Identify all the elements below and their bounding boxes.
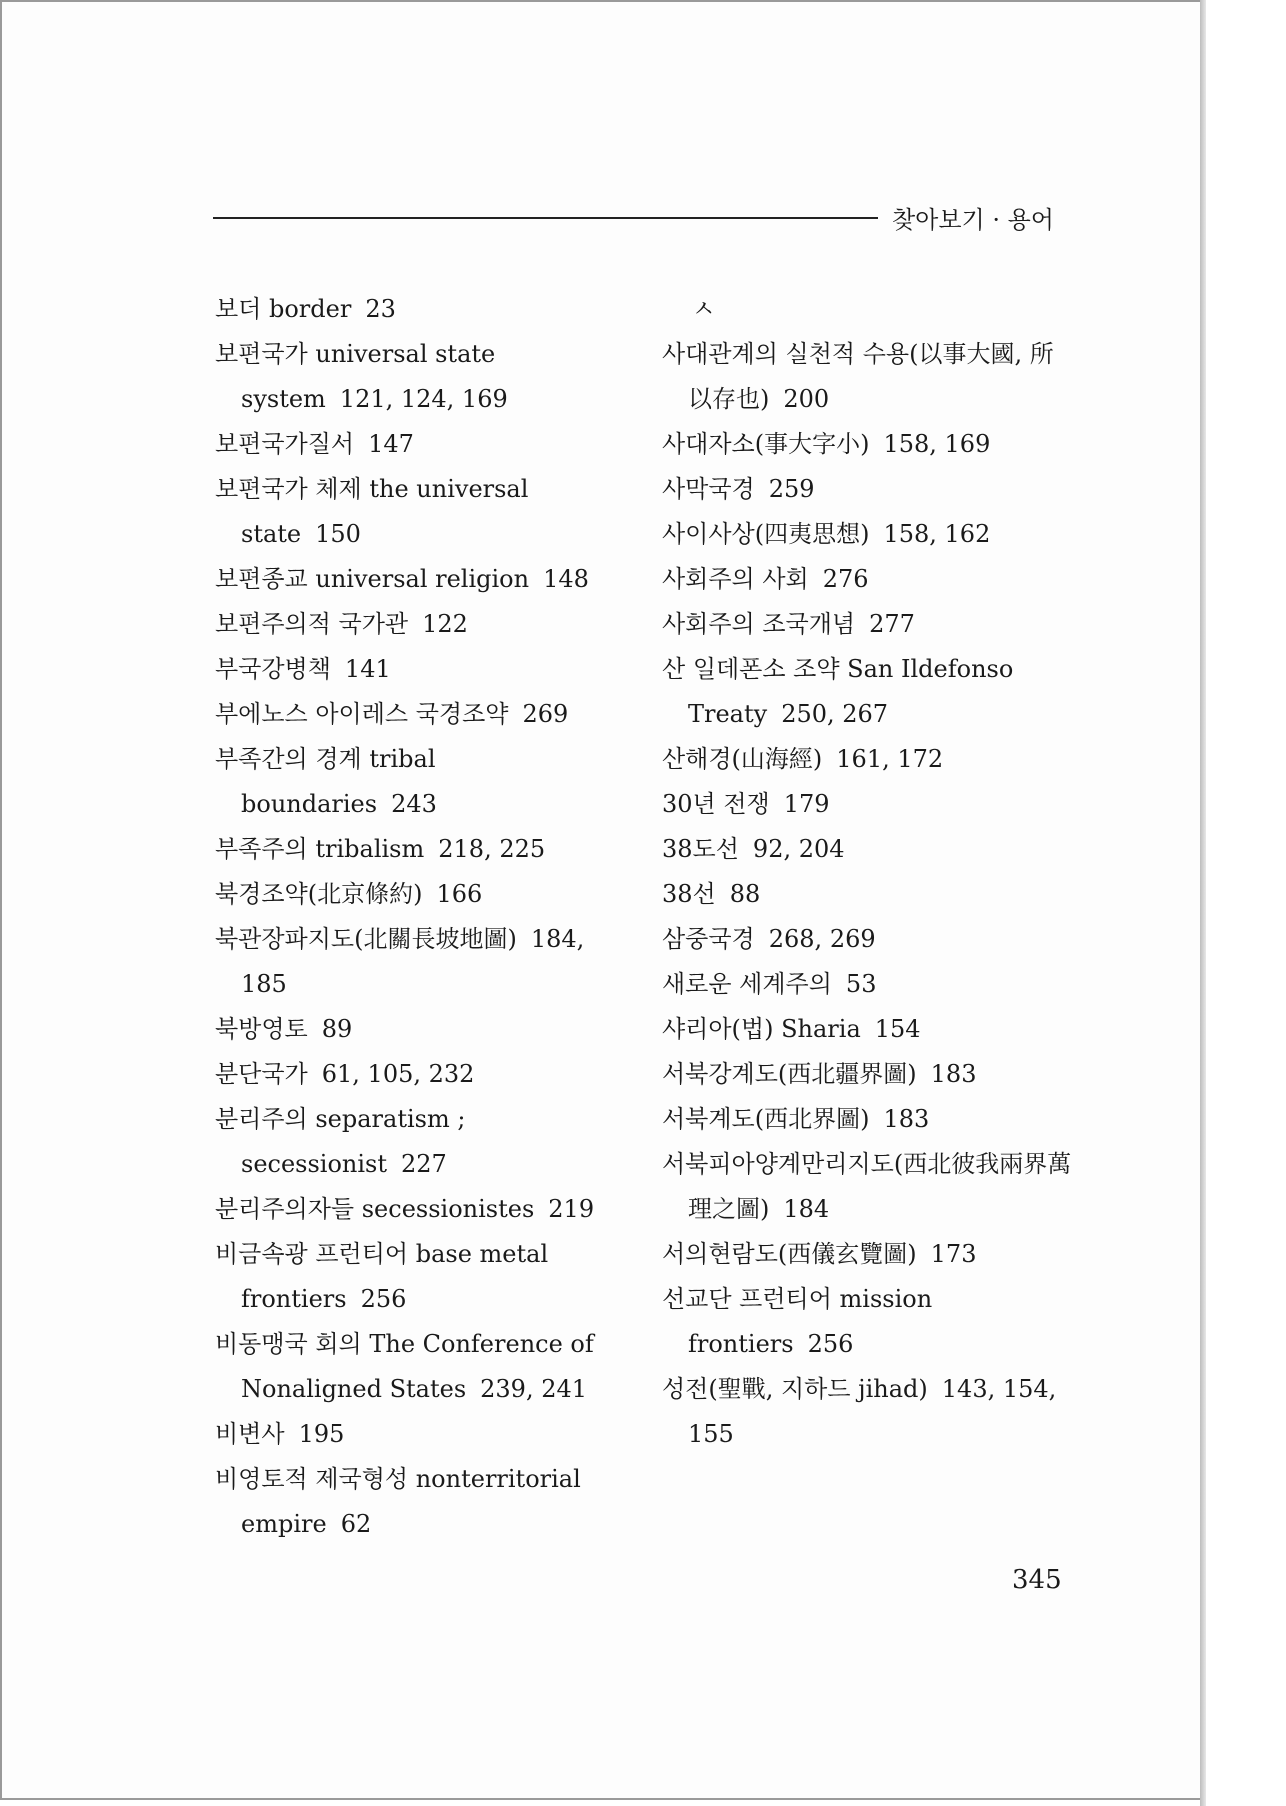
entry-term: 부족간의 경계 tribal boundaries <box>215 745 436 818</box>
entry-term: 보편국가 체제 the universal state <box>215 475 529 548</box>
entry-term: 비변사 <box>215 1420 285 1448</box>
index-entry <box>215 1097 635 1187</box>
index-entry <box>662 647 1072 737</box>
header-rule <box>213 217 878 219</box>
entry-term: 샤리아(법) Sharia <box>662 1015 861 1043</box>
entry-term: 38도선 <box>662 835 739 863</box>
entry-pages: 250, 267 <box>781 700 889 728</box>
entry-pages: 256 <box>807 1330 854 1358</box>
index-entry <box>215 647 635 692</box>
entry-pages: 89 <box>321 1015 353 1043</box>
index-entry <box>215 1232 635 1322</box>
entry-term: 북방영토 <box>215 1015 308 1043</box>
index-entry <box>215 287 635 332</box>
index-entry <box>662 1007 1072 1052</box>
index-entry <box>662 332 1072 422</box>
index-entry <box>215 1412 635 1457</box>
entry-pages: 166 <box>436 880 483 908</box>
index-entry <box>662 917 1072 962</box>
entry-term: 선교단 프런티어 mission frontiers <box>662 1285 933 1358</box>
index-entry <box>215 332 635 422</box>
entry-term: 보더 border <box>215 295 352 323</box>
index-entry <box>215 1007 635 1052</box>
index-entry <box>215 917 635 1007</box>
entry-pages: 183 <box>883 1105 930 1133</box>
index-entry <box>662 512 1072 557</box>
entry-term: 분리주의자들 secessionistes <box>215 1195 535 1223</box>
entry-pages: 243 <box>391 790 437 818</box>
entry-pages: 239, 241 <box>480 1375 588 1403</box>
index-entry <box>215 692 635 737</box>
entry-pages: 88 <box>729 880 761 908</box>
index-entry <box>215 827 635 872</box>
entry-term: 북관장파지도(北關長坡地圖) <box>215 925 517 953</box>
index-entry <box>662 422 1072 467</box>
page-edge-shadow <box>1200 0 1206 1806</box>
entry-term: 사대자소(事大字小) <box>662 430 870 458</box>
entry-pages: 122 <box>422 610 468 638</box>
index-entry <box>662 1052 1072 1097</box>
entry-pages: 276 <box>822 565 869 593</box>
entry-pages: 150 <box>315 520 361 548</box>
entry-term: 사대관계의 실천적 수용(以事大國, 所以存也) <box>662 340 1054 413</box>
entry-term: 30년 전쟁 <box>662 790 770 818</box>
entry-term: 비동맹국 회의 The Conference of Nonaligned States <box>215 1330 594 1403</box>
index-column-right <box>662 287 1072 1457</box>
index-entry <box>215 467 635 557</box>
entry-pages: 154 <box>874 1015 921 1043</box>
entry-term: 보편국가 universal state system <box>215 340 496 413</box>
index-entry <box>662 1097 1072 1142</box>
index-entry <box>662 467 1072 512</box>
entry-term: 산 일데폰소 조약 San Ildefonso Treaty <box>662 655 1014 728</box>
index-entry <box>662 872 1072 917</box>
entry-term: 비금속광 프런티어 base metal frontiers <box>215 1240 549 1313</box>
entry-pages: 218, 225 <box>438 835 546 863</box>
index-entry <box>215 1187 635 1232</box>
index-entry <box>662 1232 1072 1277</box>
entry-term: 성전(聖戰, 지하드 jihad) <box>662 1375 928 1403</box>
entry-term: 북경조약(北京條約) <box>215 880 423 908</box>
entry-pages: 277 <box>869 610 915 638</box>
index-entry <box>215 1052 635 1097</box>
entry-pages: 141 <box>344 655 391 683</box>
entry-pages: 268, 269 <box>768 925 876 953</box>
entry-pages: 227 <box>401 1150 447 1178</box>
entry-pages: 158, 162 <box>883 520 991 548</box>
index-entry <box>215 602 635 647</box>
entry-pages: 200 <box>783 385 830 413</box>
entry-pages: 259 <box>768 475 815 503</box>
entry-pages: 23 <box>365 295 396 323</box>
entry-pages: 195 <box>298 1420 345 1448</box>
index-entry <box>215 872 635 917</box>
entry-term: 비영토적 제국형성 nonterritorial empire <box>215 1465 581 1538</box>
index-entry <box>215 1322 635 1412</box>
running-header: 찾아보기 · 용어 <box>892 206 1054 234</box>
entry-pages: 148 <box>543 565 589 593</box>
entry-term: 서의현람도(西儀玄覽圖) <box>662 1240 917 1268</box>
page-number: 345 <box>1012 1565 1062 1595</box>
entry-term: 보편종교 universal religion <box>215 565 530 593</box>
entry-term: 보편국가질서 <box>215 430 355 458</box>
entry-term: 삼중국경 <box>662 925 755 953</box>
entry-pages: 121, 124, 169 <box>339 385 508 413</box>
entry-term: 서북계도(西北界圖) <box>662 1105 870 1133</box>
index-entry <box>662 782 1072 827</box>
entry-pages: 184 <box>783 1195 830 1223</box>
entry-term: 사회주의 조국개념 <box>662 610 856 638</box>
index-entry <box>662 962 1072 1007</box>
entry-pages: 183 <box>930 1060 977 1088</box>
entry-term: 보편주의적 국가관 <box>215 610 409 638</box>
entry-pages: 61, 105, 232 <box>321 1060 475 1088</box>
entry-pages: 256 <box>360 1285 407 1313</box>
entry-pages: 62 <box>340 1510 372 1538</box>
entry-term: 사이사상(四夷思想) <box>662 520 870 548</box>
entry-term: 서북강계도(西北疆界圖) <box>662 1060 917 1088</box>
entry-term: 부족주의 tribalism <box>215 835 425 863</box>
entry-pages: 158, 169 <box>883 430 991 458</box>
index-entry <box>662 827 1072 872</box>
entry-term: 부국강병책 <box>215 655 331 683</box>
entry-pages: 173 <box>930 1240 977 1268</box>
entry-pages: 147 <box>368 430 414 458</box>
index-entry <box>662 1277 1072 1367</box>
index-entry <box>662 1367 1072 1457</box>
entry-pages: 161, 172 <box>836 745 944 773</box>
entry-pages: 92, 204 <box>752 835 845 863</box>
entry-pages: 219 <box>548 1195 595 1223</box>
entry-pages: 53 <box>845 970 877 998</box>
entry-term: 새로운 세계주의 <box>662 970 832 998</box>
index-group-letter: ㅅ <box>692 295 716 323</box>
index-column-left <box>215 287 635 1547</box>
index-entry <box>662 602 1072 647</box>
index-entry <box>662 1142 1072 1232</box>
entry-term: 분단국가 <box>215 1060 308 1088</box>
entry-term: 38선 <box>662 880 716 908</box>
entry-pages: 143, 154, 155 <box>688 1375 1057 1448</box>
index-entry <box>215 422 635 467</box>
entry-pages: 184, 185 <box>241 925 585 998</box>
index-entry <box>215 557 635 602</box>
entry-term: 사막국경 <box>662 475 755 503</box>
index-entry <box>662 737 1072 782</box>
entry-term: 부에노스 아이레스 국경조약 <box>215 700 509 728</box>
entry-term: 사회주의 사회 <box>662 565 809 593</box>
entry-term: 서북피아양계만리지도(西北彼我兩界萬理之圖) <box>662 1150 1072 1223</box>
index-entry <box>215 1457 635 1547</box>
entry-term: 산해경(山海經) <box>662 745 823 773</box>
entry-pages: 179 <box>783 790 830 818</box>
index-entry <box>215 737 635 827</box>
entry-pages: 269 <box>522 700 569 728</box>
entry-term: 분리주의 separatism ; secessionist <box>215 1105 466 1178</box>
index-entry <box>662 557 1072 602</box>
